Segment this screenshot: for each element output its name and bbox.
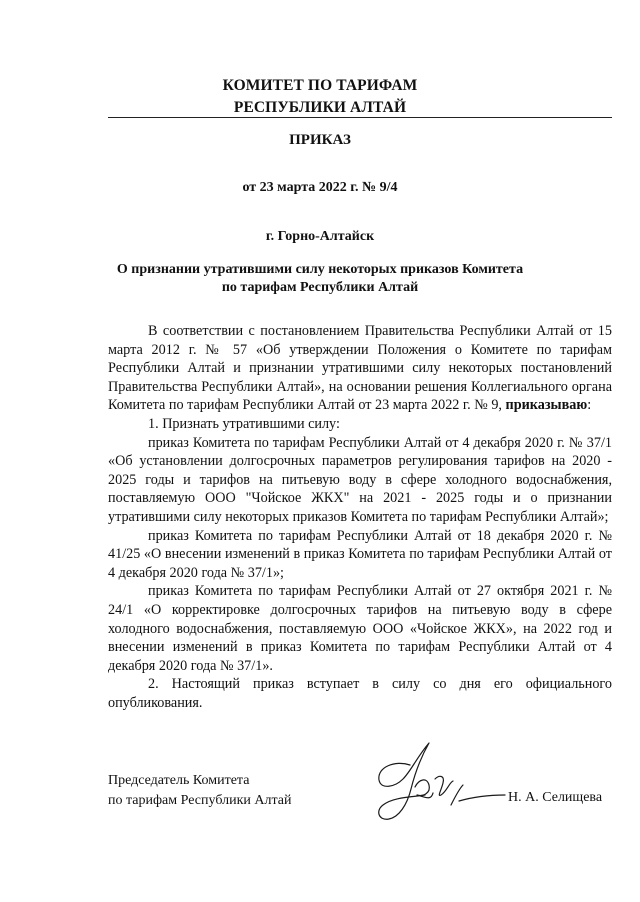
signatory-position-line1: Председатель Комитета	[108, 773, 250, 788]
preamble-text: В соответствии с постановлением Правительства Республики Алтай от 15 марта 2012 г. № 57 «Об утверждении Положения о Комитете по тарифам Республики Алтай и признании утратившими силу некоторых постановлений Правительства Республики Алтай», на основании решения Коллегиального органа Комитета по тарифам Республики Алтай от 23 марта 2022 г. № 9,	[108, 323, 612, 414]
item-2: 2. Настоящий приказ вступает в силу со дня его официального опубликования.	[108, 676, 612, 711]
handwritten-signature	[355, 735, 515, 825]
signatory-position-line2: по тарифам Республики Алтай	[108, 792, 292, 808]
subject-line2: по тарифам Республики Алтай	[221, 280, 419, 295]
preamble-paragraph	[108, 322, 612, 415]
document-date-number: от 23 марта 2022 г. № 9/4	[242, 180, 398, 195]
repealed-order-3: приказ Комитета по тарифам Республики Алтай от 27 октября 2021 г. № 24/1 «О корректировке долгосрочных тарифов на питьевую воду в сфере холодного водоснабжения, поставляемую ООО «Чойское ЖКХ», на 2022 год и внесении изменений в приказ Комитета по тарифам Республики Алтай от 4 декабря 2020 года № 37/1».	[108, 583, 612, 674]
preamble-end: :	[587, 397, 592, 414]
document-place: г. Горно-Алтайск	[265, 229, 375, 244]
subject-line1: О признании утратившими силу некоторых приказов Комитета	[116, 262, 524, 277]
document-type: ПРИКАЗ	[289, 132, 351, 148]
header-rule	[108, 117, 612, 118]
issuer-name-line2: РЕСПУБЛИКИ АЛТАЙ	[233, 99, 407, 116]
issuer-name-line1: КОМИТЕТ ПО ТАРИФАМ	[222, 77, 418, 94]
signatory-position	[108, 771, 368, 810]
repealed-order-1: приказ Комитета по тарифам Республики Алтай от 4 декабря 2020 г. № 37/1 «Об установлении долгосрочных параметров регулирования тарифов на 2020 - 2025 годы и тарифов на питьевую воду в сфере холодного водоснабжения, поставляемую ООО "Чойское ЖКХ" на 2021 - 2025 годы и о признании утратившими силу некоторых приказов Комитета по тарифам Республики Алтай»;	[108, 434, 612, 525]
signatory-name: Н. А. Селищева	[508, 790, 603, 805]
repealed-order-2: приказ Комитета по тарифам Республики Алтай от 18 декабря 2020 г. № 41/25 «О внесении изменений в приказ Комитета по тарифам Республики Алтай от 4 декабря 2020 года № 37/1»;	[108, 527, 612, 581]
item-1: 1. Признать утратившими силу:	[148, 415, 340, 432]
preamble-directive: приказываю	[505, 397, 588, 414]
document-body	[108, 322, 612, 712]
